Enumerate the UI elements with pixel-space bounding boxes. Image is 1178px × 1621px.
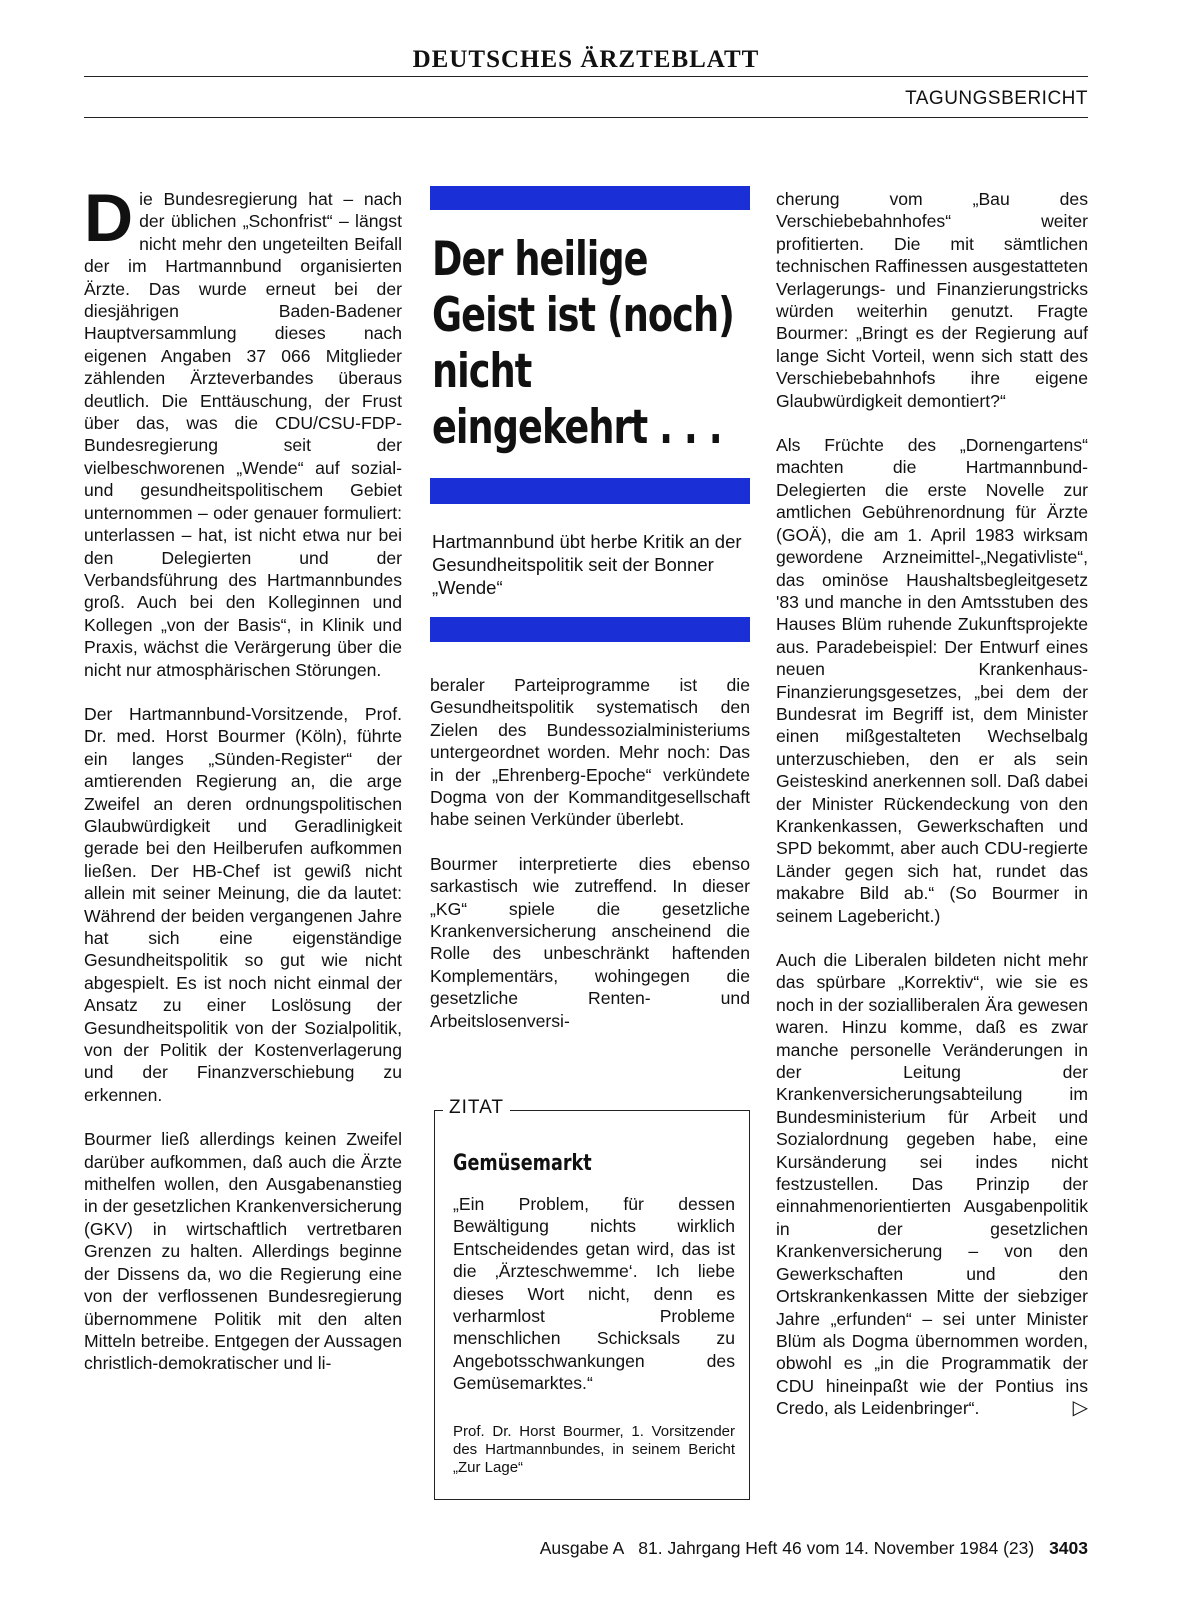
quote-box <box>434 1097 750 1500</box>
paragraph: Auch die Liberalen bildeten nicht mehr das spürbare „Korrektiv“, wie sie es noch in der sozialliberalen Ära gewesen waren. Hinzu komme, daß es zwar manche personelle Veränderungen in der Leitung der Krankenversicherungsabteilung im Bundesministerium für Arbeit und Sozialordnung gegeben habe, eine Kursänderung sei indes nicht festzustellen. Das Prinzip der einnahmenorientierten Ausgabenpolitik in der gesetzlichen Krankenversicherung – von den Gewerkschaften und den Ortskrankenkassen Mitte der siebziger Jahre „erfunden“ – sei unter Minister Blüm als Dogma übernommen worden, obwohl es „in die Programmatik der CDU hineinpaßt wie der Pontius ins Credo, als Leidenbringer“. ▷ <box>776 950 1088 1420</box>
issue-info: 81. Jahrgang Heft 46 vom 14. November 1984 (23) <box>638 1538 1035 1558</box>
article-column-2 <box>430 674 750 1054</box>
drop-cap: D <box>84 180 134 256</box>
masthead-rule <box>84 76 1088 77</box>
article-deck: Hartmannbund übt herbe Kritik an der Gesundheitspolitik seit der Bonner „Wende“ <box>432 531 742 598</box>
article-column-1 <box>84 180 402 1397</box>
paragraph: cherung vom „Bau des Verschiebebahnhofes“ weiter profitierten. Die mit sämtlichen technischen Raffinessen ausgestatteten Verlagerungs- und Finanzierungstricks würden weiterhin genutzt. Fragte Bourmer: „Bringt es der Regierung auf lange Sicht Vorteil, wenn sich statt des Verschiebebahnhofs ihre eigene Glaubwürdigkeit demontiert?“ <box>776 189 1088 411</box>
article-column-3 <box>776 188 1088 1442</box>
paragraph: Die Bundesregierung hat – nach der üblichen „Schonfrist“ – längst nicht mehr den ungeteilten Beifall der im Hartmannbund organisierten Ärzte. Das wurde erneut bei der diesjährigen Baden-Badener Hauptversammlung dieses nach eigenen Angaben 37 066 Mitglieder zählenden Ärzteverbandes überaus deutlich. Die Enttäuschung, der Frust über das, was die CDU/CSU-FDP-Bundesregierung seit der vielbeschworenen „Wende“ auf sozial- und gesundheitspolitischem Gebiet unternommen – oder genauer formuliert: unterlassen – hat, ist nicht etwa nur bei den Delegierten und der Verbandsführung des Hartmannbundes groß. Auch bei den Kolleginnen und Kollegen „von der Basis“, in Klinik und Praxis, wächst die Verärgerung über die nicht nur atmosphärischen Störungen. <box>84 180 402 680</box>
accent-bar-bottom <box>430 617 750 642</box>
paragraph: Als Früchte des „Dornengartens“ machten die Hartmannbund-Delegierten die erste Novelle zur amtlichen Gebührenordnung für Ärzte (GOÄ), die am 1. April 1983 wirksam gewordene Arzneimittel-„Negativliste“, das ominöse Haushaltsbegleitgesetz '83 und manche in den Amtsstuben des Hauses Blüm ruhende Zukunftsprojekte aus. Paradebeispiel: Der Entwurf eines neuen Krankenhaus-Finanzierungsgesetzes, „bei dem der Bundesrat im Begriff ist, dem Minister einen mißgestalteten Wechselbalg unterzuschieben, den er als sein Geisteskind anerkennen soll. Daß dabei der Minister Rückendeckung von den Krankenkassen, Gewerkschaften und SPD bekommt, aber auch CDU-regierte Länder gegen sich hat, rundet das makabre Bild ab.“ (So Bourmer in seinem Lagebericht.) <box>776 435 1088 926</box>
paragraph: Der Hartmannbund-Vorsitzende, Prof. Dr. med. Horst Bourmer (Köln), führte ein langes „Sünden-Register“ der amtierenden Regierung an, die arge Zweifel an deren ordnungspolitischen Glaubwürdigkeit und Geradlinigkeit gerade bei den Heilberufen aufkommen ließen. Der HB-Chef ist gewiß nicht allein mit seiner Meinung, die da lautet: Während der beiden vergangenen Jahre hat sich eine eigenständige Gesundheitspolitik so gut wie nicht abgespielt. Es ist noch nicht einmal der Ansatz zu einer Loslösung der Gesundheitspolitik von der Sozialpolitik, von der Politik der Kostenverlagerung und der Finanzverschiebung zu erkennen. <box>84 703 402 1105</box>
paragraph: beraler Parteiprogramme ist die Gesundheitspolitik systematisch den Zielen des Bundessozialministeriums untergeordnet worden. Mehr noch: Das in der „Ehrenberg-Epoche“ verkündete Dogma von der Kommanditgesellschaft habe seinen Verkünder überlebt. <box>430 675 750 830</box>
article-headline: Der heilige Geist ist (noch) nicht eingekehrt . . . <box>432 232 734 455</box>
accent-bar-middle <box>430 478 750 504</box>
section-rule <box>84 117 1088 118</box>
quote-label: ZITAT <box>443 1097 510 1119</box>
continue-arrow-icon: ▷ <box>1072 1397 1088 1420</box>
quote-text: „Ein Problem, für dessen Bewältigung nichts wirklich Entscheidendes getan wird, das ist die ‚Ärzteschwemme‘. Ich liebe dieses Wort nicht, denn es verharmlost Probleme menschlichen Schicksals zu Angebotsschwankungen des Gemüsemarktes.“ <box>453 1194 735 1394</box>
paragraph: Bourmer ließ allerdings keinen Zweifel darüber aufkommen, daß auch die Ärzte mithelfen wollen, den Ausgabenanstieg in der gesetzlichen Krankenversicherung (GKV) in wirtschaftlich vertretbaren Grenzen zu halten. Allerdings beginne der Dissens da, wo die Regierung eine von der verflossenen Bundesregierung übernommene Politik mit den alten Mitteln betreibe. Entgegen der Aussagen christlich-demokratischer und li- <box>84 1129 402 1374</box>
page-footer <box>540 1538 1088 1559</box>
edition: Ausgabe A <box>539 1538 624 1558</box>
paragraph: Bourmer interpretierte dies ebenso sarkastisch wie zutreffend. In dieser „KG“ spiele die gesetzliche Krankenversicherung anscheinend die Rolle des unbeschränkt haftenden Komplementärs, wohingegen die gesetzliche Renten- und Arbeitslosenversi- <box>430 853 750 1031</box>
page-number: 3403 <box>1049 1538 1088 1558</box>
masthead: DEUTSCHES ÄRZTEBLATT <box>412 46 760 73</box>
quote-title: Gemüsemarkt <box>453 1151 592 1176</box>
section-label: TAGUNGSBERICHT <box>905 88 1088 109</box>
quote-source: Prof. Dr. Horst Bourmer, 1. Vorsitzender des Hartmannbundes, in seinem Bericht „Zur Lage“ <box>453 1423 735 1476</box>
accent-bar-top <box>430 186 750 210</box>
